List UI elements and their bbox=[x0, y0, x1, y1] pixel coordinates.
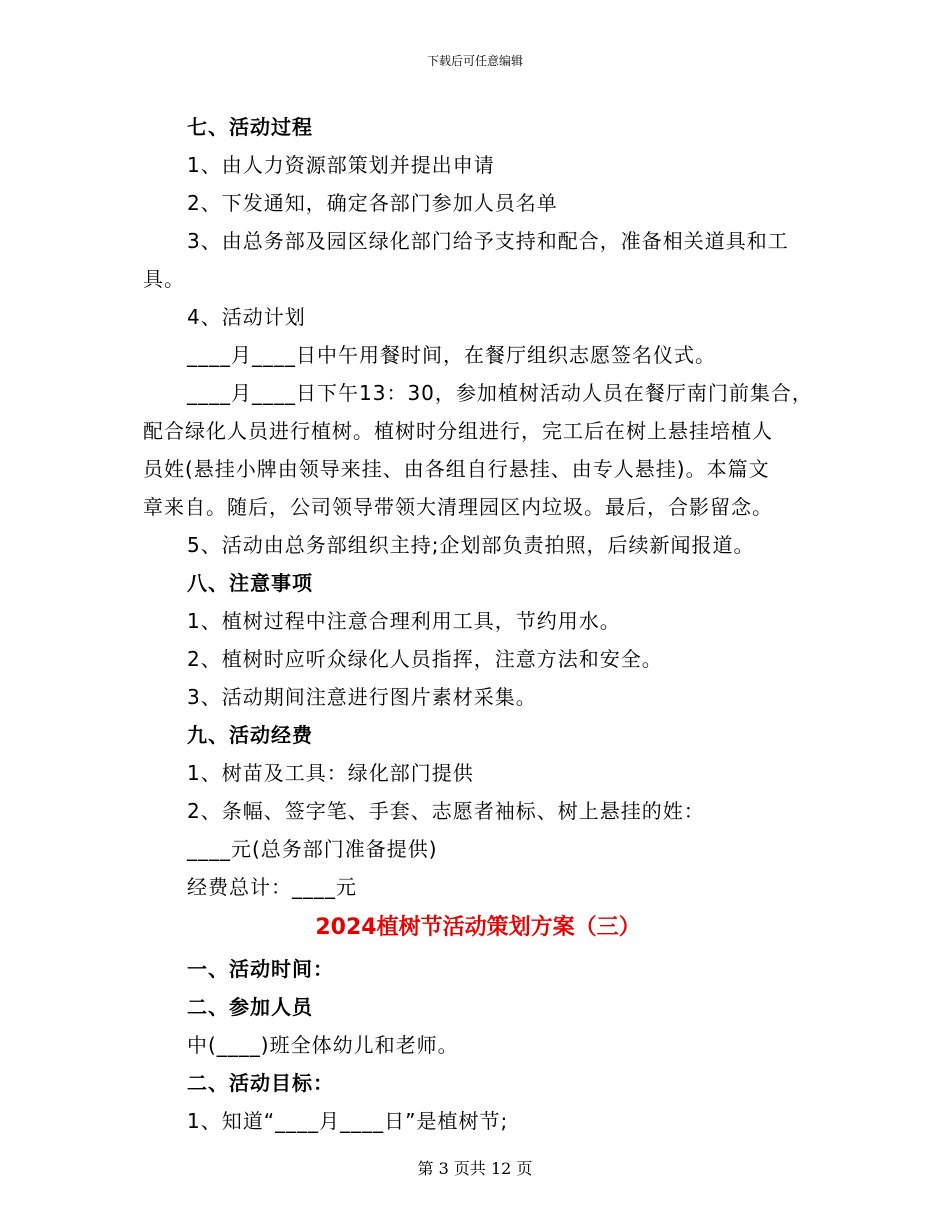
body-line: 经费总计：____元 bbox=[187, 875, 357, 899]
body-line: ____月____日中午用餐时间，在餐厅组织志愿签名仪式。 bbox=[187, 343, 716, 367]
body-line: 1、树苗及工具：绿化部门提供 bbox=[187, 761, 474, 785]
section-heading: 八、注意事项 bbox=[187, 571, 313, 595]
body-line: 2、条幅、签字笔、手套、志愿者袖标、树上悬挂的姓： bbox=[187, 799, 705, 823]
body-line: 4、活动计划 bbox=[187, 305, 306, 329]
body-line: 1、由人力资源部策划并提出申请 bbox=[187, 153, 495, 177]
body-line: 章来自。随后，公司领导带领大清理园区内垃圾。最后，合影留念。 bbox=[143, 495, 773, 519]
body-line: 2、下发通知，确定各部门参加人员名单 bbox=[187, 191, 558, 215]
section-heading: 九、活动经费 bbox=[187, 723, 313, 747]
document-body bbox=[143, 108, 813, 1140]
body-line: 中(____)班全体幼儿和老师。 bbox=[187, 1033, 459, 1057]
page-footer: 第 3 页共 12 页 bbox=[417, 1159, 533, 1178]
section-heading: 一、活动时间： bbox=[187, 957, 334, 981]
section-title: 2024植树节活动策划方案（三） bbox=[315, 915, 641, 940]
section-heading: 七、活动过程 bbox=[187, 115, 313, 139]
body-line: 员姓(悬挂小牌由领导来挂、由各组自行悬挂、由专人悬挂)。本篇文 bbox=[143, 457, 770, 481]
section-heading: 二、活动目标： bbox=[187, 1071, 334, 1095]
body-line: ____月____日下午13：30，参加植树活动人员在餐厅南门前集合， bbox=[187, 381, 813, 405]
body-line: 2、植树时应听众绿化人员指挥，注意方法和安全。 bbox=[187, 647, 663, 671]
body-line: 具。 bbox=[143, 267, 185, 291]
body-line: 配合绿化人员进行植树。植树时分组进行，完工后在树上悬挂培植人 bbox=[143, 419, 773, 443]
body-line: ____元(总务部门准备提供) bbox=[187, 837, 438, 861]
body-line: 3、活动期间注意进行图片素材采集。 bbox=[187, 685, 537, 709]
body-line: 1、植树过程中注意合理利用工具，节约用水。 bbox=[187, 609, 621, 633]
body-line: 1、知道“____月____日”是植树节; bbox=[187, 1109, 509, 1133]
body-line: 3、由总务部及园区绿化部门给予支持和配合，准备相关道具和工 bbox=[187, 229, 789, 253]
page-header: 下载后可任意编辑 bbox=[426, 54, 523, 68]
section-heading: 二、参加人员 bbox=[187, 995, 313, 1019]
body-line: 5、活动由总务部组织主持;企划部负责拍照，后续新闻报道。 bbox=[187, 533, 755, 557]
